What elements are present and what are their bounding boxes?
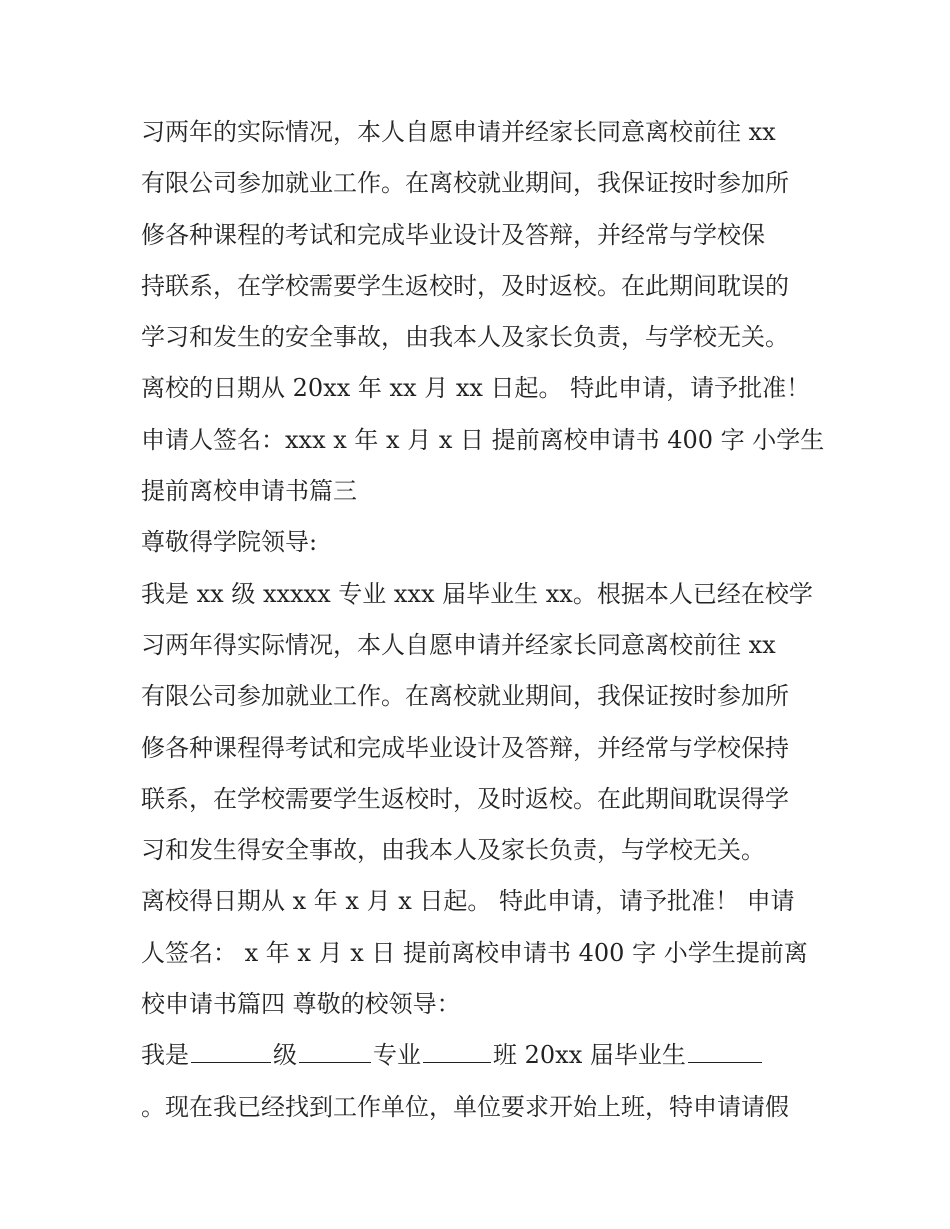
- text-line: 申请人签名：xxx x 年 x 月 x 日 提前离校申请书 400 字 小学生: [141, 425, 825, 454]
- text-line: 习和发生得安全事故，由我本人及家长负责，与学校无关。: [141, 836, 765, 865]
- text-line: 我是 xx 级 xxxxx 专业 xxx 届毕业生 xx。根据本人已经在校学: [141, 579, 813, 608]
- blank-name: [688, 1042, 762, 1063]
- document-body: [141, 107, 831, 1133]
- text-line: 联系，在学校需要学生返校时，及时返校。在此期间耽误得学: [141, 784, 789, 813]
- text-line: 人签名： x 年 x 月 x 日 提前离校申请书 400 字 小学生提前离: [141, 938, 808, 967]
- fill-text-major: 专业: [373, 1041, 421, 1070]
- text-line: 习两年得实际情况，本人自愿申请并经家长同意离校前往 xx: [141, 630, 776, 659]
- text-line: 有限公司参加就业工作。在离校就业期间，我保证按时参加所: [141, 682, 789, 711]
- text-line: 有限公司参加就业工作。在离校就业期间，我保证按时参加所: [141, 169, 789, 198]
- blank-class: [423, 1042, 491, 1063]
- blank-major: [299, 1042, 371, 1063]
- text-line: 。现在我已经找到工作单位，单位要求开始上班，特申请请假: [141, 1092, 789, 1121]
- fill-text-i-am: 我是: [141, 1041, 189, 1070]
- text-line: 离校得日期从 x 年 x 月 x 日起。 特此申请，请予批准！ 申请: [141, 887, 795, 916]
- text-line: 学习和发生的安全事故，由我本人及家长负责，与学校无关。: [141, 323, 789, 352]
- section-heading: 提前离校申请书篇三: [141, 477, 357, 506]
- fill-text-grade: 级: [273, 1041, 297, 1070]
- fill-text-class: 班 20xx 届毕业生: [493, 1041, 686, 1070]
- text-line: 校申请书篇四 尊敬的校领导：: [141, 990, 461, 1019]
- salutation: 尊敬得学院领导:: [141, 528, 318, 557]
- text-line: 离校的日期从 20xx 年 xx 月 xx 日起。 特此申请，请予批准！: [141, 374, 811, 403]
- text-line: 习两年的实际情况，本人自愿申请并经家长同意离校前往 xx: [141, 118, 776, 146]
- text-line: 持联系，在学校需要学生返校时，及时返校。在此期间耽误的: [141, 271, 789, 300]
- blank-grade: [191, 1042, 271, 1063]
- text-line: 修各种课程得考试和完成毕业设计及答辩，并经常与学校保持: [141, 733, 789, 762]
- text-line: 修各种课程的考试和完成毕业设计及答辩，并经常与学校保: [141, 220, 765, 249]
- fill-in-line: [141, 1030, 831, 1081]
